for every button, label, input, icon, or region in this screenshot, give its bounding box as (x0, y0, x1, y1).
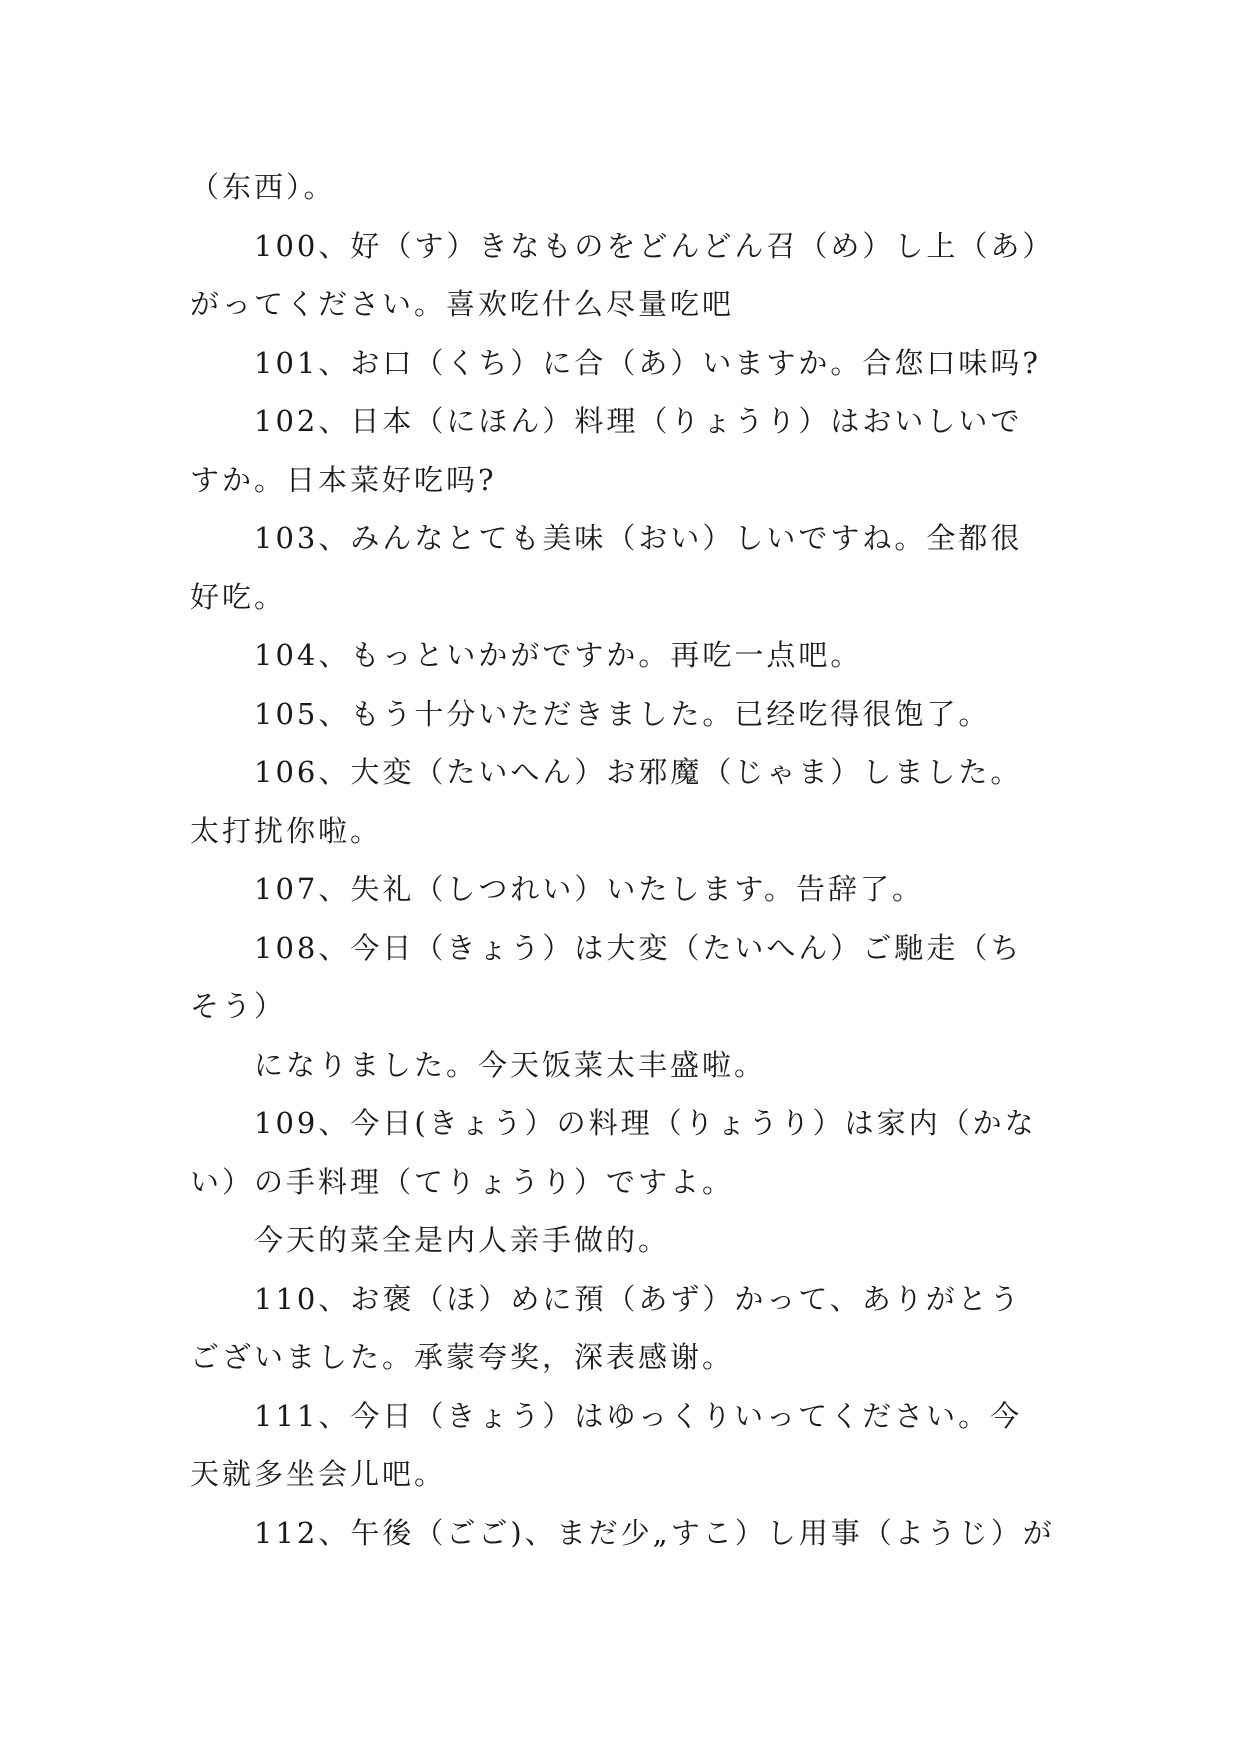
text-line: 100、好（す）きなものをどんどん召（め）し上（あ） (254, 228, 1055, 263)
text-line: 110、お褒（ほ）めに預（あず）かって、ありがとう (254, 1281, 1022, 1316)
text-line: がってください。喜欢吃什么尽量吃吧 (190, 287, 735, 321)
text-line: になりました。今天饭菜太丰盛啦。 (254, 1047, 767, 1082)
text-line: 天就多坐会儿吧。 (190, 1457, 447, 1491)
text-line: 107、失礼（しつれい）いたします。告辞了。 (254, 872, 925, 906)
text-line: 108、今日（きょう）は大変（たいへん）ご馳走（ち (254, 930, 1023, 965)
text-line: 103、みんなとても美味（おい）しいですね。全都很 (254, 521, 1023, 555)
text-line: 好吃。 (190, 579, 287, 614)
text-line: 101、お口（くち）に合（あ）いますか。合您口味吗? (254, 345, 1041, 380)
text-line: そう） (190, 989, 287, 1023)
text-line: ございました。承蒙夸奖，深表感谢。 (190, 1340, 735, 1374)
text-line: 106、大変（たいへん）お邪魔（じゃま）しました。 (254, 755, 1023, 789)
text-line: （东西）。 (190, 170, 336, 204)
document-body (190, 158, 1055, 1562)
text-line: 今天的菜全是内人亲手做的。 (254, 1223, 671, 1257)
text-line: 111、今日（きょう）はゆっくりいってください。今 (254, 1398, 1023, 1433)
text-line: い）の手料理（てりょうり）ですよ。 (190, 1164, 735, 1199)
text-line: 104、もっといかがですか。再吃一点吧。 (254, 638, 863, 672)
text-line: すか。日本菜好吃吗? (190, 462, 497, 497)
text-line: 105、もう十分いただきました。已经吃得很饱了。 (254, 696, 991, 731)
text-line: 109、今日(きょう）の料理（りょうり）は家内（かな (254, 1106, 1037, 1140)
text-line: 102、日本（にほん）料理（りょうり）はおいしいで (254, 404, 1023, 438)
text-line: 112、午後（ごご)、まだ少„すこ）し用事（ようじ）が (254, 1515, 1055, 1550)
text-line: 太打扰你啦。 (190, 813, 383, 848)
